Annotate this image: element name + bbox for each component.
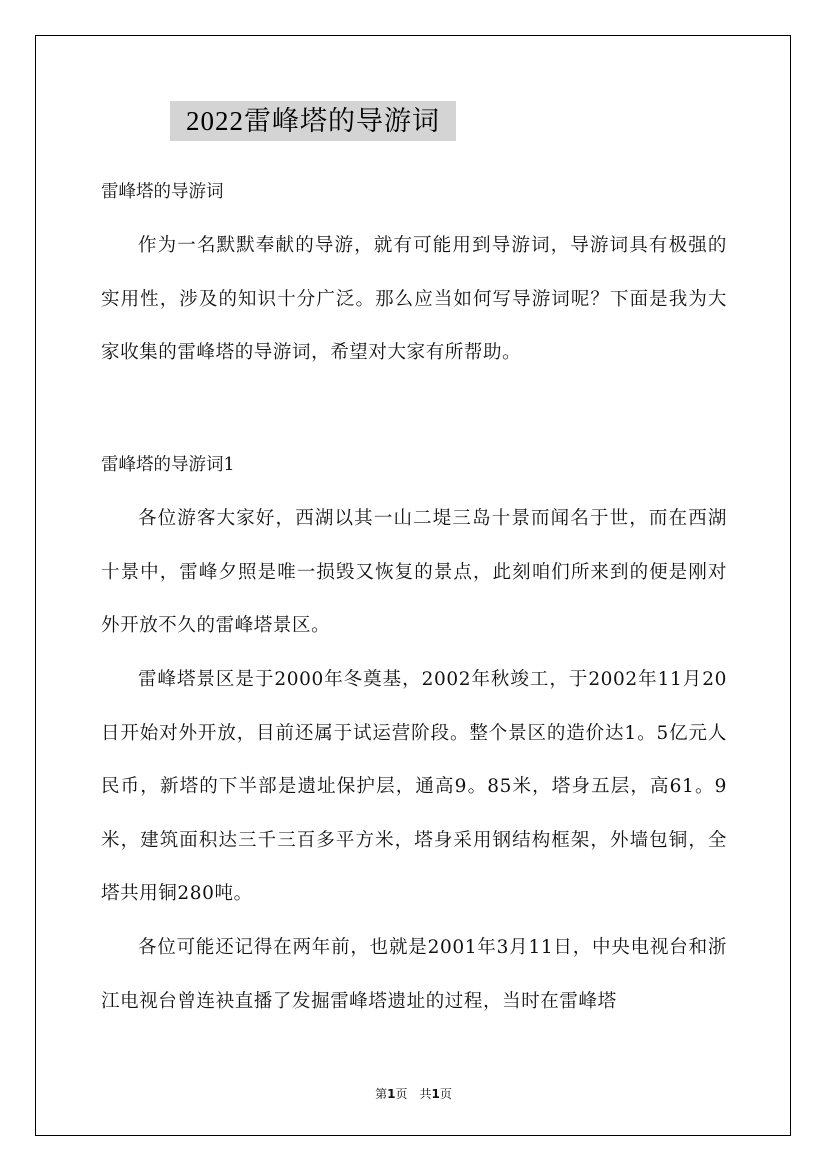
body-paragraph-2: 雷峰塔景区是于2000年冬奠基，2002年秋竣工，于2002年11月20日开始对外开放，目前还属于试运营阶段。整个景区的造价达1。5亿元人民币，新塔的下半部是遗址保护层，通高9。85米，塔身五层，高61。9米，建筑面积达三千三百多平方米，塔身采用钢结构框架，外墙包铜，全塔共用铜280吨。: [101, 669, 727, 904]
footer-page-number: 1: [387, 1087, 396, 1101]
body-paragraph-1: 各位游客大家好，西湖以其一山二堤三岛十景而闻名于世，而在西湖十景中，雷峰夕照是唯一损毁又恢复的景点，此刻咱们所来到的便是刚对外开放不久的雷峰塔景区。: [101, 508, 727, 636]
document-subtitle: 雷峰塔的导游词: [101, 182, 224, 202]
page-footer: [0, 1085, 827, 1102]
footer-page-total: 1: [431, 1087, 440, 1101]
footer-label-2: 页 共: [395, 1087, 432, 1101]
footer-label-3: 页: [439, 1087, 452, 1101]
body-paragraph-3: 各位可能还记得在两年前，也就是2001年3月11日，中央电视台和浙江电视台曾连袂直播了发掘雷峰塔遗址的过程，当时在雷峰塔: [101, 937, 727, 1012]
intro-paragraph: 作为一名默默奉献的导游，就有可能用到导游词，导游词具有极强的实用性，涉及的知识十分广泛。那么应当如何写导游词呢？下面是我为大家收集的雷峰塔的导游词，希望对大家有所帮助。: [101, 235, 727, 363]
footer-label-1: 第: [375, 1087, 388, 1101]
document-title: 2022雷峰塔的导游词: [170, 101, 456, 141]
section-heading: 雷峰塔的导游词1: [101, 455, 235, 475]
